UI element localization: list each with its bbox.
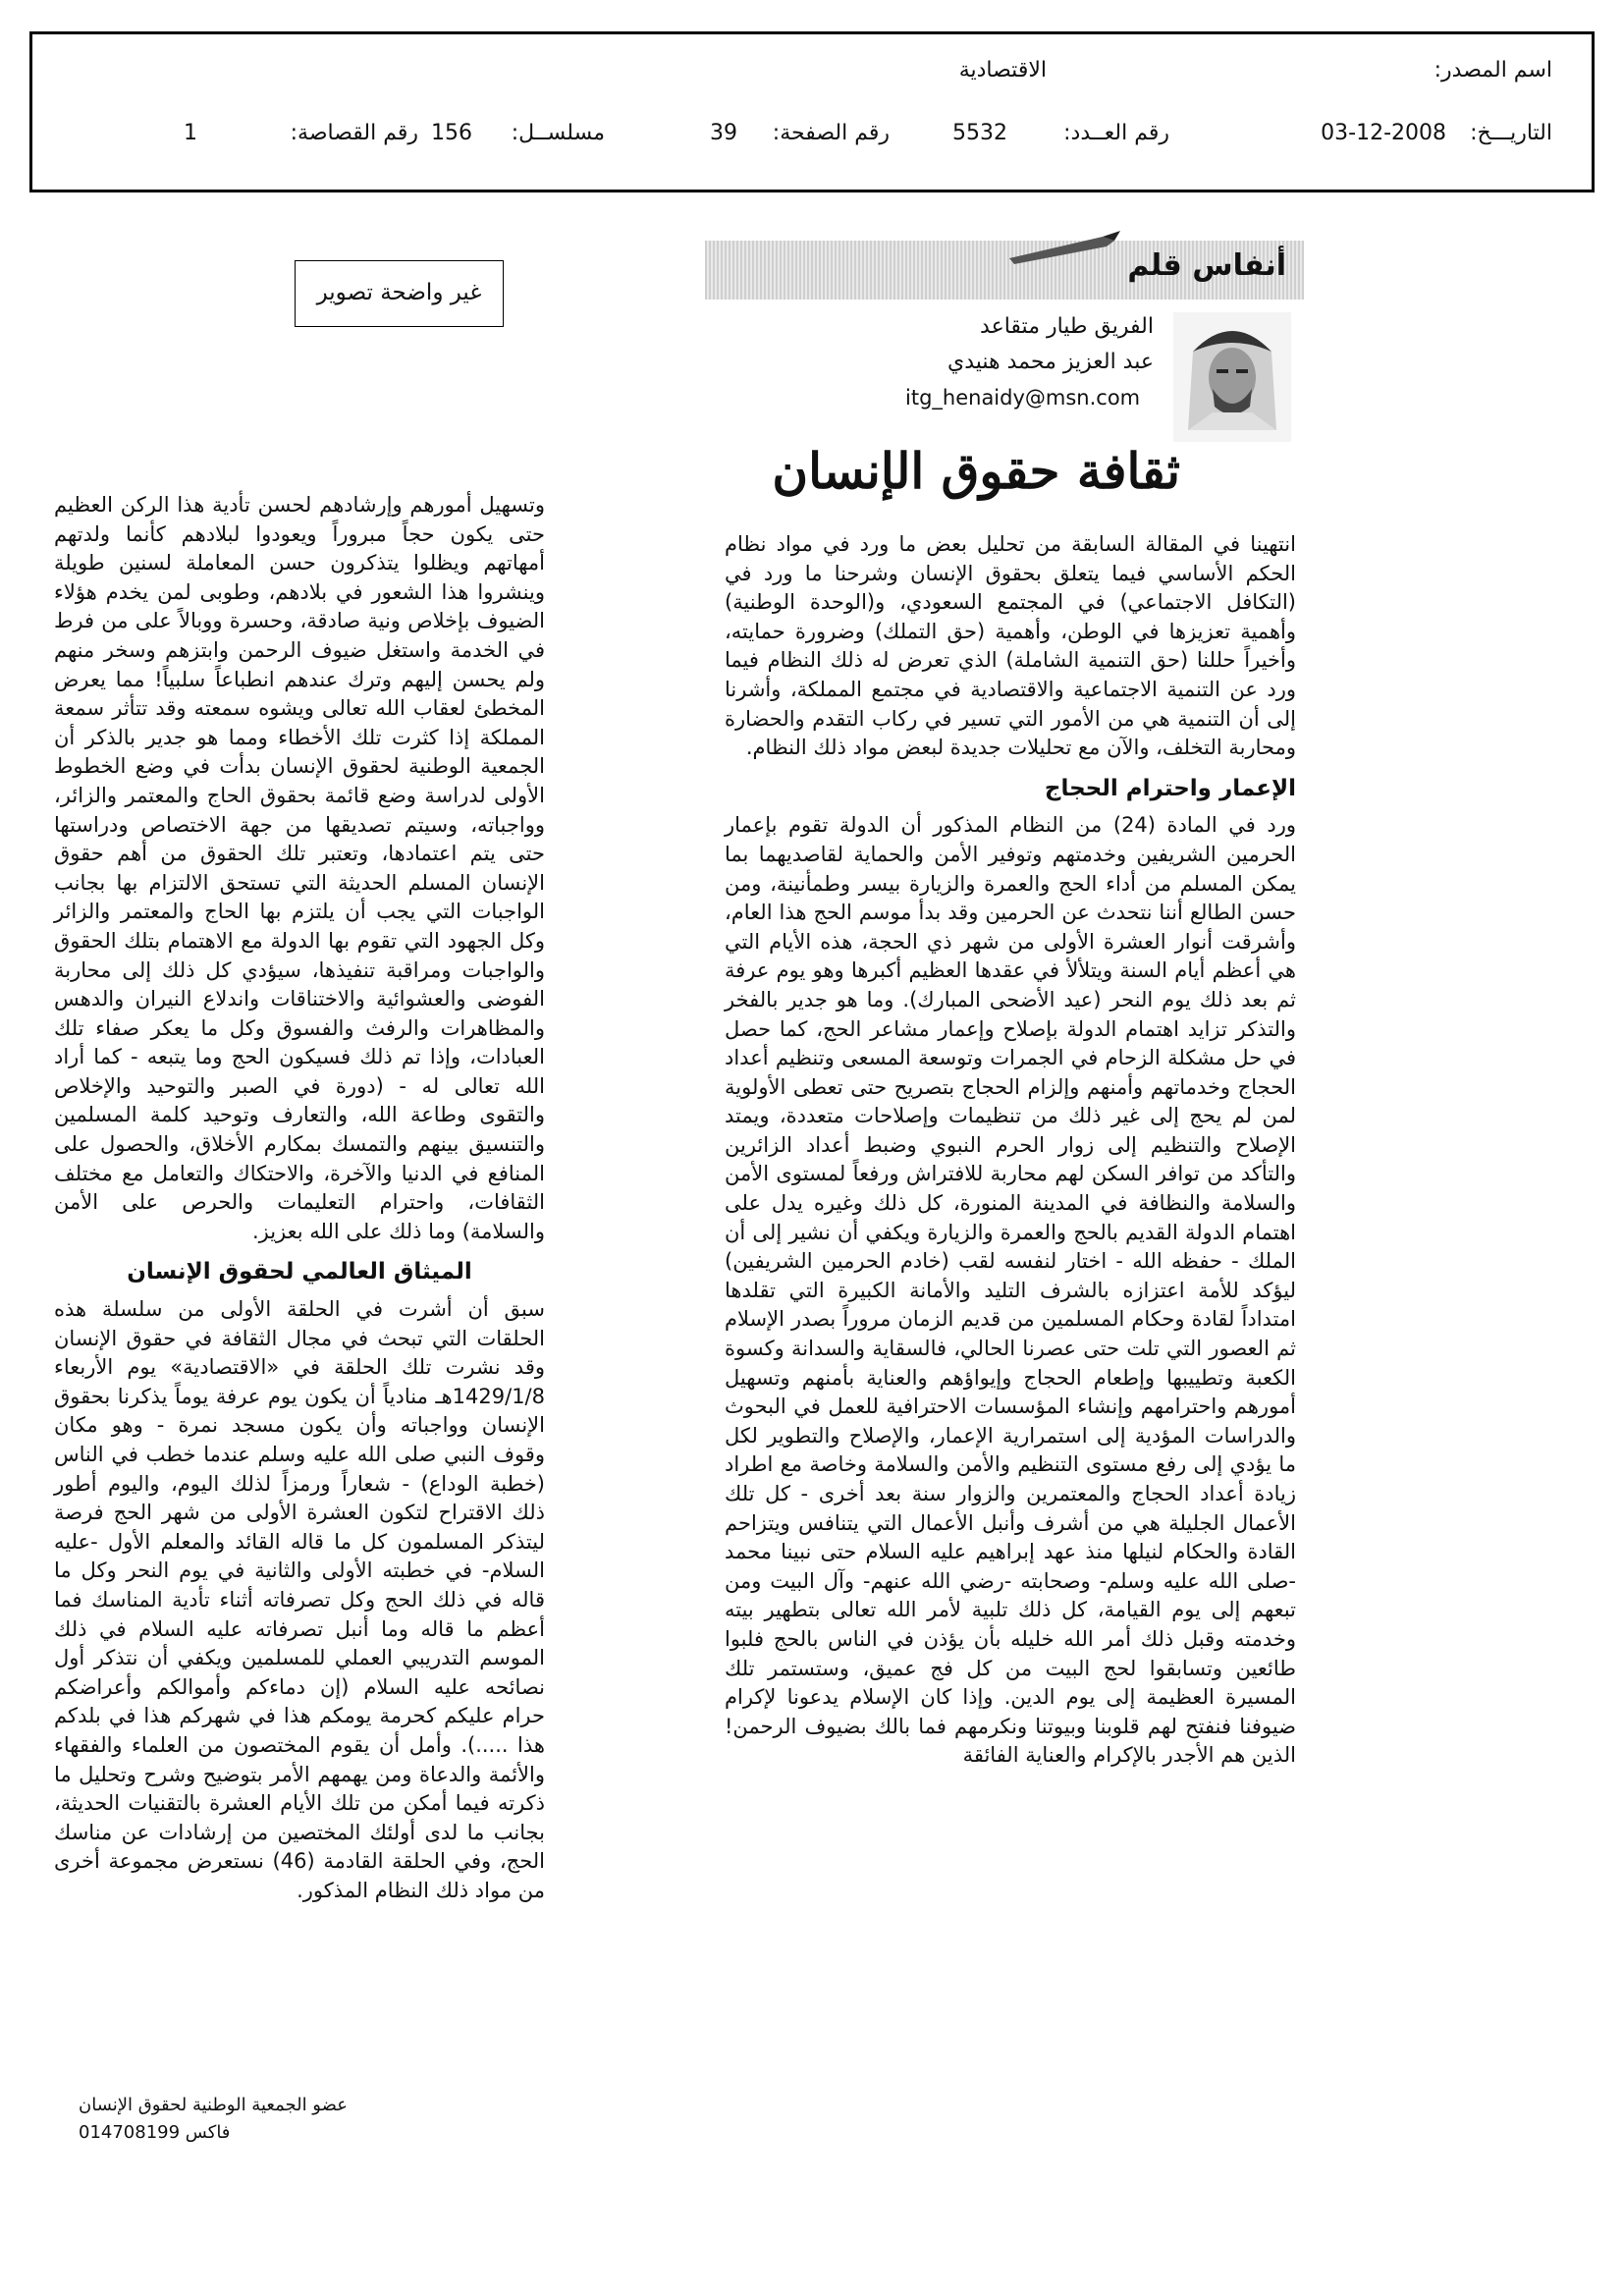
source-value: الاقتصادية	[958, 58, 1047, 82]
right-column	[725, 530, 1296, 1773]
left-column	[54, 491, 545, 1908]
author-rank: الفريق طيار متقاعد	[980, 314, 1154, 339]
unclear-copy-stamp: غير واضحة تصوير	[295, 260, 504, 327]
date-value: 03-12-2008	[1321, 121, 1446, 145]
page-value: 39	[710, 121, 737, 145]
author-block	[835, 309, 1154, 415]
column-name: أنفاس قلم	[1127, 248, 1286, 283]
clipping-header	[29, 31, 1595, 192]
serial-value: 156	[431, 121, 472, 145]
signoff-affiliation: عضو الجمعية الوطنية لحقوق الإنسان	[79, 2095, 348, 2115]
author-email[interactable]: itg_henaidy@msn.com	[905, 386, 1141, 410]
article-title: ثقافة حقوق الإنسان	[772, 442, 1180, 500]
paragraph: وتسهيل أمورهم وإرشادهم لحسن تأدية هذا الركن العظيم حتى يكون حجاً مبروراً ويعودوا لبلادهم كأنما ولدتهم أمهاتهم ويظلوا يتذكرون حسن المعاملة لسنين طويلة وينشروا هذا الشعور في بلادهم، وطوبى لمن يخدم هؤلاء الضيوف بإخلاص ونية صادقة، وحسرة ووبالاً على من فرط في الخدمة واستغل ضيوف الرحمن وابتزهم وسخر منهم ولم يحسن إليهم وترك عندهم انطباعاً سلبياً! مما يعرض المخطئ لعقاب الله تعالى ويشوه سمعته وقد تتأثر سمعة المملكة إذا كثرت تلك الأخطاء ومما هو جدير بالذكر أن الجمعية الوطنية لحقوق الإنسان بدأت في وضع الخطوط الأولى لدراسة وضع قائمة بحقوق الحاج والمعتمر والزائر، وواجباته، وسيتم تصديقها من جهة الاختصاص ودراستها حتى يتم اعتمادها، وتعتبر تلك الحقوق من أهم حقوق الإنسان المسلم الحديثة التي تستحق الالتزام بها بجانب الواجبات التي يجب أن يلتزم بها الحاج والمعتمر والزائر وكل الجهود التي تقوم بها الدولة مع الاهتمام بتلك الحقوق والواجبات ومراقبة تنفيذها، سيؤدي كل ذلك إلى محاربة الفوضى والعشوائية والاختناقات واندلاع النيران والدهس والمظاهرات والرفث والفسوق وكل ما يعكر صفاء تلك العبادات، وإذا تم ذلك فسيكون الحج وما يتبعه - كما أراد الله تعالى له - (دورة في الصبر والتوحيد والإخلاص والتقوى وطاعة الله، والتعارف وتوحيد كلمة المسلمين والتنسيق بينهم والتمسك بمكارم الأخلاق، والحصول على المنافع في الدنيا والآخرة، والاحتكاك والتعامل مع مختلف الثقافات، واحترام التعليمات والحرص على الأمن والسلامة) وما ذلك على الله بعزيز.	[54, 493, 545, 1243]
clipping-value: 1	[184, 121, 197, 145]
section-heading: الإعمار واحترام الحجاج	[1044, 775, 1296, 801]
paragraph: انتهينا في المقالة السابقة من تحليل بعض ما ورد في مواد نظام الحكم الأساسي فيما يتعلق بحقوق الإنسان وشرحنا ما ورد في (التكافل الاجتماعي) في المجتمع السعودي، و(الوحدة الوطنية) وأهمية تعزيزها في الوطن، وأهمية (حق التملك) وضرورة حمايته، وأخيراً حللنا (حق التنمية الشاملة) الذي تعرض له ذلك النظام فيما ورد عن التنمية الاجتماعية والاقتصادية في مجتمع المملكة، وأشرنا إلى أن التنمية هي من الأمور التي تسير في ركاب التقدم والحضارة ومحاربة التخلف، والآن مع تحليلات جديدة لبعض مواد ذلك النظام.	[725, 532, 1296, 760]
issue-label: رقم العــدد:	[1063, 121, 1169, 145]
paragraph: سبق أن أشرت في الحلقة الأولى من سلسلة هذه الحلقات التي تبحث في مجال الثقافة في حقوق الإنسان وقد نشرت تلك الحلقة في «الاقتصادية» يوم الأربعاء 1429/1/8هـ منادياً أن يكون يوم عرفة يوماً يذكرنا بحقوق الإنسان وواجباته وأن يكون مسجد نمرة - وهو مكان وقوف النبي صلى الله عليه وسلم عندما خطب في الناس (خطبة الوداع) - شعاراً ورمزاً لذلك اليوم، واليوم أطور ذلك الاقتراح لتكون العشرة الأولى من شهر الحج فرصة ليتذكر المسلمون كل ما قاله القائد والمعلم الأول -عليه السلام- في خطبته الأولى والثانية في يوم النحر وكل ما قاله في ذلك الحج وكل تصرفاته أثناء تأدية المناسك فما أعظم ما قاله وما أنبل تصرفاته عليه السلام في ذلك الموسم التدريبي العملي للمسلمين ويكفي أن نتذكر أول نصائحه عليه السلام (إن دماءكم وأموالكم وأعراضكم حرام عليكم كحرمة يومكم هذا في شهركم هذا في بلدكم هذا .....). وأمل أن يقوم المختصون من العلماء والفقهاء والأئمة والدعاة ومن يهمهم الأمر بتوضيح وشرح وتحليل ما ذكرته فيما أمكن من تلك الأيام العشرة بالتقنيات الحديثة، بجانب ما لدى أولئك المختصين من إرشادات عن مناسك الحج، وفي الحلقة القادمة (46) نستعرض مجموعة أخرى من مواد ذلك النظام المذكور.	[54, 1297, 545, 1902]
pen-icon	[1004, 229, 1122, 268]
author-portrait	[1173, 312, 1291, 442]
signoff-fax: فاكس 014708199	[79, 2122, 231, 2143]
serial-label: مسلســل:	[511, 121, 605, 145]
date-label: التاريـــخ:	[1470, 121, 1552, 145]
author-name: عبد العزيز محمد هنيدي	[947, 350, 1154, 374]
section-heading: الميثاق العالمي لحقوق الإنسان	[127, 1259, 472, 1285]
paragraph: ورد في المادة (24) من النظام المذكور أن الدولة تقوم بإعمار الحرمين الشريفين وخدمتهم وتوفير الأمن والحماية لقاصديهما بما يمكن المسلم من أداء الحج والعمرة والزيارة بيسر وطمأنينة، ومن حسن الطالع أننا نتحدث عن الحرمين وقد بدأ موسم الحج هذا العام، وأشرقت أنوار العشرة الأولى من شهر ذي الحجة، هذه الأيام التي هي أعظم أيام السنة ويتلألأ في عقدها العظيم أكبرها وهو يوم عرفة ثم بعد ذلك يوم النحر (عيد الأضحى المبارك). وما هو جدير بالفخر والتذكر تزايد اهتمام الدولة بإصلاح وإعمار مشاعر الحج، كما حصل في حل مشكلة الزحام في الجمرات وتوسعة المسعى وتنظيم أعداد الحجاج وخدماتهم وأمنهم وإلزام الحجاج بتصريح حتى تعطى الأولوية لمن لم يحج إلى غير ذلك من تنظيمات وإصلاحات متعددة، ويمتد الإصلاح والتنظيم إلى زوار الحرم النبوي وضبط أعداد الزائرين والتأكد من توافر السكن لهم محاربة للافتراش ورفعاً لمستوى الأمن والسلامة والنظافة في المدينة المنورة، كل ذلك وغيره يدل على اهتمام الدولة القديم بالحج والعمرة والزيارة ويكفي أن نشير إلى أن الملك - حفظه الله - اختار لنفسه لقب (خادم الحرمين الشريفين) ليؤكد للأمة اعتزازه بالشرف التليد والأمانة الكبيرة التي تقلدها امتداداً لقادة وحكام المسلمين من قديم الزمان مروراً بصدر الإسلام ثم العصور التي تلت حتى عصرنا الحالي، فالسقاية والسدانة وكسوة الكعبة وتطييبها وإطعام الحجاج وإيواؤهم والعناية بأمنهم وتسهيل أمورهم واحترامهم وإنشاء المؤسسات الاحترافية للعمل في البحوث والدراسات المؤدية إلى استمرارية الإعمار، والإصلاح والتطوير لكل ما يؤدي إلى رفع مستوى التنظيم والأمن والسلامة وخاصة مع اطراد زيادة أعداد الحجاج والمعتمرين والزوار سنة بعد أخرى - كل تلك الأعمال الجليلة هي من أشرف وأنبل الأعمال التي يتنافس ويتزاحم القادة والحكام لنيلها منذ عهد إبراهيم عليه السلام حتى نبينا محمد -صلى الله عليه وسلم- وصحابته -رضي الله عنهم- وآل البيت ومن تبعهم إلى يوم القيامة، كل ذلك تلبية لأمر الله تعالى بتطهير بيته وخدمته وقبل ذلك أمر الله خليله بأن يؤذن في الناس بالحج فلبوا طائعين وتسابقوا لحج البيت من كل فج عميق، وستستمر تلك المسيرة العظيمة إلى يوم الدين. وإذا كان الإسلام يدعونا لإكرام ضيوفنا فنفتح لهم قلوبنا وبيوتنا ونكرمهم فما بالك بضيوف الرحمن! الذين هم الأجدر بالإكرام والعناية الفائقة	[725, 813, 1296, 1768]
author-signoff	[79, 2092, 348, 2147]
clipping-label: رقم القصاصة:	[290, 121, 418, 145]
column-banner	[705, 241, 1304, 300]
source-label: اسم المصدر:	[1434, 58, 1552, 82]
page-label: رقم الصفحة:	[772, 121, 890, 145]
issue-value: 5532	[952, 121, 1007, 145]
